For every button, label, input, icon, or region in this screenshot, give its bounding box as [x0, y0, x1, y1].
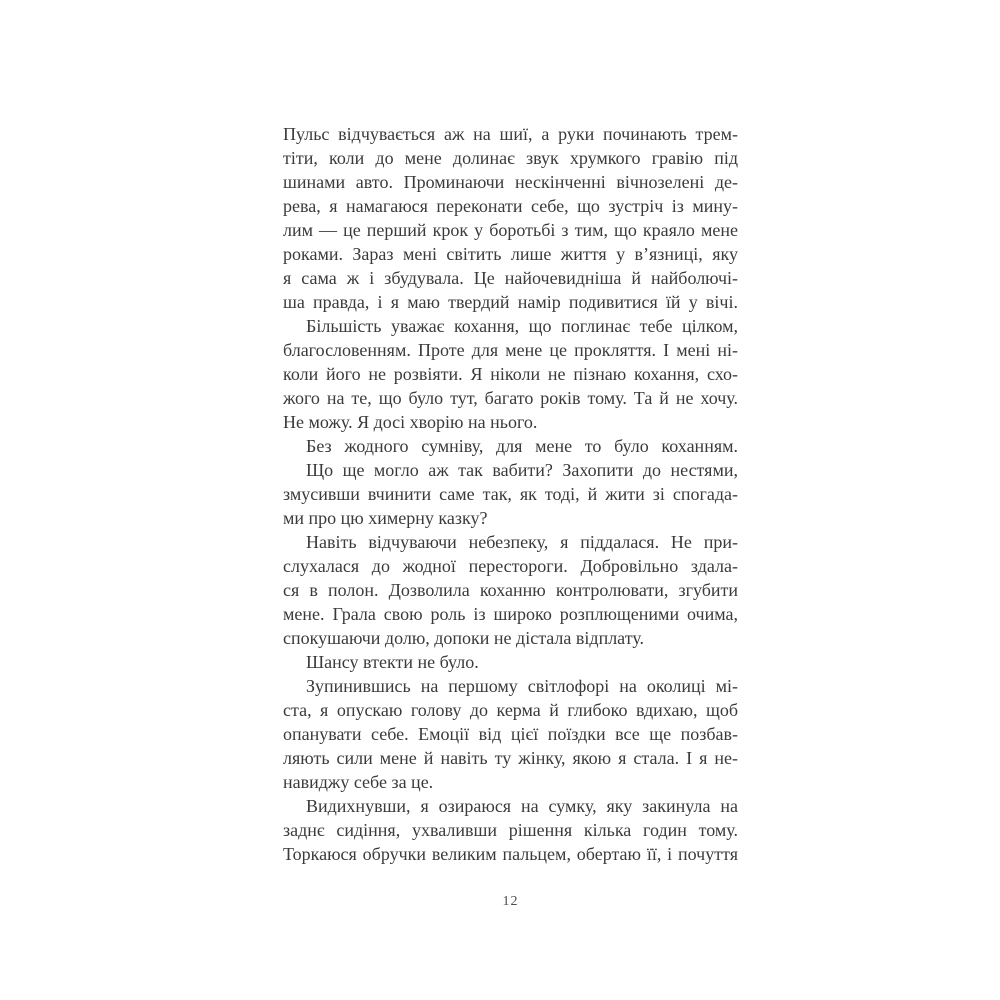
text-line: я сама ж і збудувала. Це найочевидніша й найболючі- — [283, 268, 738, 288]
text-line: тіти, коли до мене долинає звук хрумкого гравію під — [283, 148, 738, 168]
text-line: лим — це перший крок у боротьбі з тим, що краяло мене — [283, 220, 738, 240]
text-line: Зупинившись на першому світлофорі на околиці мі- — [306, 676, 738, 696]
text-line: жого на те, що було тут, багато років тому. Та й не хочу. — [283, 388, 738, 408]
text-line: Шансу втекти не було. — [306, 652, 479, 672]
body-text — [283, 122, 738, 866]
paragraph — [283, 794, 738, 866]
text-line: роками. Зараз мені світить лише життя у в’язниці, яку — [283, 244, 738, 264]
paragraph — [283, 314, 738, 434]
paragraph — [283, 122, 738, 314]
text-line: змусивши вчинити саме так, як тоді, й жити зі спогада- — [283, 484, 738, 504]
paragraph — [283, 434, 738, 458]
text-line: Що ще могло аж так вабити? Захопити до нестями, — [306, 460, 738, 480]
text-line: ста, я опускаю голову до керма й глибоко вдихаю, щоб — [283, 700, 738, 720]
paragraph — [283, 530, 738, 650]
text-line: Більшість уважає кохання, що поглинає тебе цілком, — [306, 316, 738, 336]
text-line: навиджу себе за це. — [283, 772, 434, 792]
text-line: ша правда, і я маю твердий намір подивитися їй у вічі. — [283, 292, 738, 312]
page-number: 12 — [502, 894, 519, 909]
text-line: заднє сидіння, ухваливши рішення кілька годин тому. — [283, 820, 738, 840]
text-line: опанувати себе. Емоції від цієї поїздки все ще позбав- — [283, 724, 738, 744]
text-line: Торкаюся обручки великим пальцем, обертаю її, і почуття — [283, 844, 738, 864]
text-line: коли його не розвіяти. Я ніколи не пізнаю кохання, схо- — [283, 364, 738, 384]
paragraph — [283, 458, 738, 530]
text-line: ляють сили мене й навіть ту жінку, якою я стала. І я не- — [283, 748, 738, 768]
paragraph — [283, 650, 738, 674]
text-line: Навіть відчуваючи небезпеку, я піддалася. Не при- — [306, 532, 738, 552]
text-line: слухалася до жодної перестороги. Добровільно здала- — [283, 556, 738, 576]
paragraph — [283, 674, 738, 794]
text-line: благословенням. Проте для мене це прокляття. І мені ні- — [283, 340, 738, 360]
text-line: спокушаючи долю, допоки не дістала відплату. — [283, 628, 645, 648]
text-line: ся в полон. Дозволила коханню контролювати, згубити — [283, 580, 738, 600]
text-line: ми про цю химерну казку? — [283, 508, 488, 528]
text-line: рева, я намагаюся переконати себе, що зустріч із мину- — [283, 196, 738, 216]
text-line: Без жодного сумніву, для мене то було коханням. — [306, 436, 738, 456]
text-line: Не можу. Я досі хворію на нього. — [283, 412, 538, 432]
text-line: шинами авто. Проминаючи нескінченні вічнозелені де- — [283, 172, 738, 192]
text-line: мене. Грала свою роль із широко розплющеними очима, — [283, 604, 738, 624]
text-line: Пульс відчувається аж на шиї, а руки починають трем- — [283, 124, 738, 144]
text-line: Видихнувши, я озираюся на сумку, яку закинула на — [306, 796, 738, 816]
